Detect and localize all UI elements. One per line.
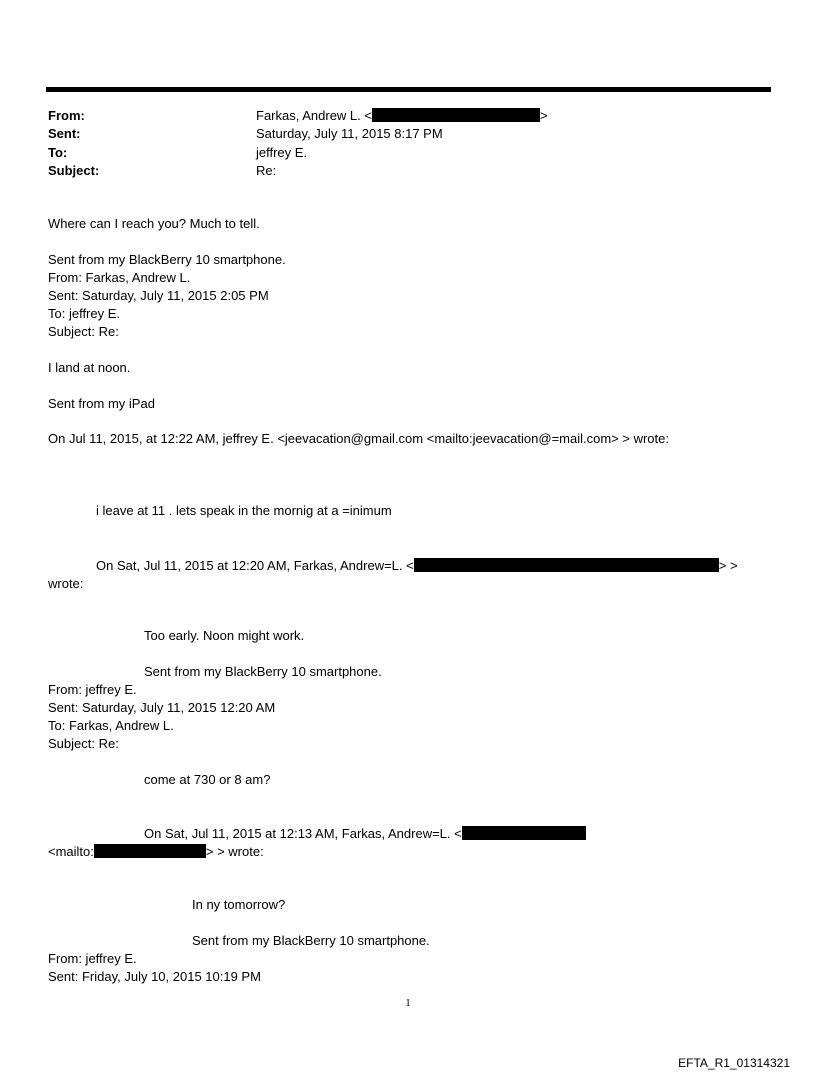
reply-attribution-line <box>144 826 586 842</box>
signature-line: Sent from my iPad <box>48 396 155 411</box>
subject-value: Re: <box>256 163 277 178</box>
bates-number: EFTA_R1_01314321 <box>678 1056 790 1070</box>
reply-attribution-mailto <box>48 844 264 860</box>
to-value: jeffrey E. <box>256 145 308 160</box>
to-label: To: <box>48 145 68 160</box>
quoted-from-line: From: jeffrey E. <box>48 682 137 697</box>
message-line: Too early. Noon might work. <box>144 628 305 643</box>
redaction-box <box>462 826 586 840</box>
message-line: come at 730 or 8 am? <box>144 772 271 787</box>
quoted-sent-line: Sent: Saturday, July 11, 2015 2:05 PM <box>48 288 269 303</box>
mailto-prefix: <mailto: <box>48 844 94 859</box>
reply-attribution-text: On Sat, Jul 11, 2015 at 12:20 AM, Farkas, Andrew=L. < <box>96 558 414 573</box>
message-line: i leave at 11 . lets speak in the mornig at a =inimum <box>96 503 392 518</box>
header-rule <box>46 87 771 92</box>
from-label: From: <box>48 108 85 123</box>
reply-attribution-wrote: wrote: <box>48 576 84 591</box>
redaction-box <box>372 108 540 122</box>
mailto-suffix: > > wrote: <box>205 844 264 859</box>
from-name: Farkas, Andrew L. < <box>256 108 372 123</box>
message-line: In ny tomorrow? <box>192 897 286 912</box>
quoted-from-line: From: jeffrey E. <box>48 951 137 966</box>
sent-label: Sent: <box>48 126 81 141</box>
quoted-subject-line: Subject: Re: <box>48 736 119 751</box>
quoted-to-line: To: jeffrey E. <box>48 306 121 321</box>
from-close: > <box>539 108 548 123</box>
reply-attribution-line: On Jul 11, 2015, at 12:22 AM, jeffrey E. <jeevacation@gmail.com <mailto:jeevacation@=mail.com> > wrote: <box>48 431 669 446</box>
signature-line: Sent from my BlackBerry 10 smartphone. <box>192 933 430 948</box>
sent-value: Saturday, July 11, 2015 8:17 PM <box>256 126 443 141</box>
signature-line: Sent from my BlackBerry 10 smartphone. <box>48 252 286 267</box>
message-line: I land at noon. <box>48 360 131 375</box>
subject-label: Subject: <box>48 163 100 178</box>
page-number: 1 <box>405 997 411 1009</box>
reply-attribution-text: On Sat, Jul 11, 2015 at 12:13 AM, Farkas, Andrew=L. < <box>144 826 462 841</box>
redaction-box <box>414 558 719 572</box>
quoted-from-line: From: Farkas, Andrew L. <box>48 270 191 285</box>
quoted-to-line: To: Farkas, Andrew L. <box>48 718 174 733</box>
quoted-sent-line: Sent: Saturday, July 11, 2015 12:20 AM <box>48 700 276 715</box>
redaction-box <box>94 844 206 858</box>
message-line: Where can I reach you? Much to tell. <box>48 216 260 231</box>
reply-attribution-close: > > <box>718 558 738 573</box>
quoted-sent-line: Sent: Friday, July 10, 2015 10:19 PM <box>48 969 261 984</box>
reply-attribution-line <box>96 558 738 574</box>
quoted-subject-line: Subject: Re: <box>48 324 119 339</box>
from-value <box>256 108 548 124</box>
signature-line: Sent from my BlackBerry 10 smartphone. <box>144 664 382 679</box>
